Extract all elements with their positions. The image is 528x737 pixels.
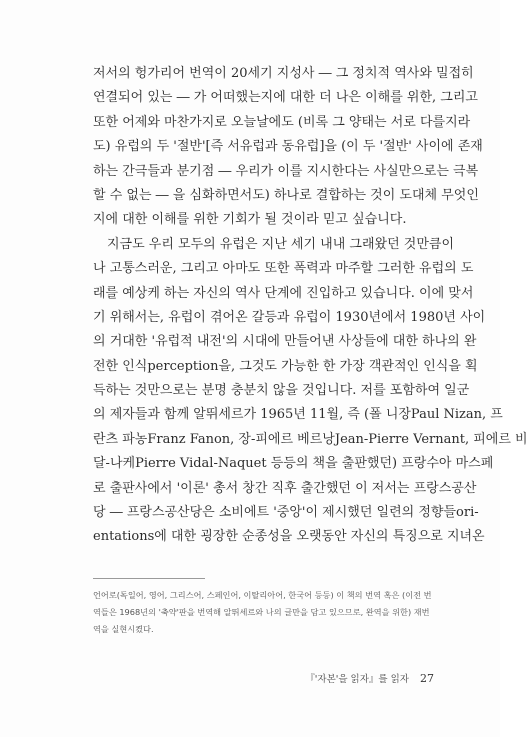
text-line: entations에 대한 굉장한 순종성을 오랫동안 자신의 특징으로 지녀온 bbox=[93, 529, 485, 545]
text-line: 의 제자들과 함께 알뛰세르가 1965년 11월, 즉 (폴 니장Paul Nizan, 프 bbox=[93, 407, 503, 423]
text-line: 란츠 파농Franz Fanon, 장-피에르 베르낭Jean-Pierre Vernant, 피에르 비 bbox=[93, 431, 528, 447]
page-number: 27 bbox=[420, 672, 434, 685]
text-line: 래를 예상케 하는 자신의 역사 단계에 진입하고 있습니다. 이에 맞서 bbox=[93, 285, 474, 301]
text-line: 기 위해서는, 유럽이 겪어온 갈등과 유럽이 1930년에서 1980년 사이 bbox=[93, 309, 486, 325]
running-footer bbox=[305, 671, 434, 685]
text-line: 할 수 없는 ― 을 심화하면서도) 하나로 결합하는 것이 도대체 무엇인 bbox=[93, 187, 479, 203]
body-text bbox=[93, 62, 528, 550]
text-line: 의 거대한 '유럽적 내전'의 시대에 만들어낸 사상들에 대한 하나의 완 bbox=[93, 334, 477, 350]
text-line: 달-나케Pierre Vidal-Naquet 등등의 책을 출판했던) 프랑수아 마스페 bbox=[93, 456, 494, 472]
text-line: 당 ― 프랑스공산당은 소비에트 '중앙'이 제시했던 일련의 정향들ori- bbox=[93, 505, 479, 521]
text-line: 나 고통스러운, 그리고 아마도 또한 폭력과 마주할 그러한 유럽의 도 bbox=[93, 261, 474, 277]
footnote-divider bbox=[93, 578, 205, 579]
text-line: 저서의 헝가리어 번역이 20세기 지성사 ― 그 정치적 역사와 밀접히 bbox=[93, 66, 474, 81]
footnote-line: 역을 실현시켰다. bbox=[93, 624, 154, 634]
footnote bbox=[93, 587, 433, 638]
text-line: 하는 간극들과 분기점 ― 우리가 이를 지시한다는 사실만으로는 극복 bbox=[93, 163, 479, 179]
text-line: 또한 어제와 마찬가지로 오늘날에도 (비록 그 양태는 서로 다를지라 bbox=[93, 114, 471, 130]
running-title: 『'자본'을 읽자』를 읽자 bbox=[305, 674, 409, 685]
text-line: 도) 유럽의 두 '절반'[즉 서유럽과 동유럽]을 (이 두 '절반' 사이에 존재 bbox=[93, 139, 483, 155]
text-line: 로 출판사에서 '이론' 총서 창간 직후 출간했던 이 저서는 프랑스공산 bbox=[93, 480, 477, 496]
text-line: 전한 인식perception을, 그것도 가능한 한 가장 객관적인 인식을 획 bbox=[93, 358, 478, 374]
footnote-line: 언어로(독일어, 영어, 그리스어, 스페인어, 이탈리아어, 한국어 등등) 이 책의 번역 혹은 (이전 번 bbox=[93, 590, 432, 600]
text-line: 득하는 것만으로는 분명 충분치 않을 것입니다. 저를 포함하여 일군 bbox=[93, 383, 470, 399]
text-line: 연결되어 있는 ― 가 어떠했는지에 대한 더 나은 이해를 위한, 그리고 bbox=[93, 90, 478, 106]
text-line: 지에 대한 이해를 위한 기회가 될 것이라 믿고 싶습니다. bbox=[93, 212, 407, 228]
text-line: 지금도 우리 모두의 유럽은 지난 세기 내내 그래왔던 것만큼이 bbox=[107, 236, 455, 252]
footnote-line: 역들은 1968년의 '축약'판을 번역해 알뛰세르와 나의 글만을 담고 있으므로, 완역을 위한) 재번 bbox=[93, 607, 430, 617]
